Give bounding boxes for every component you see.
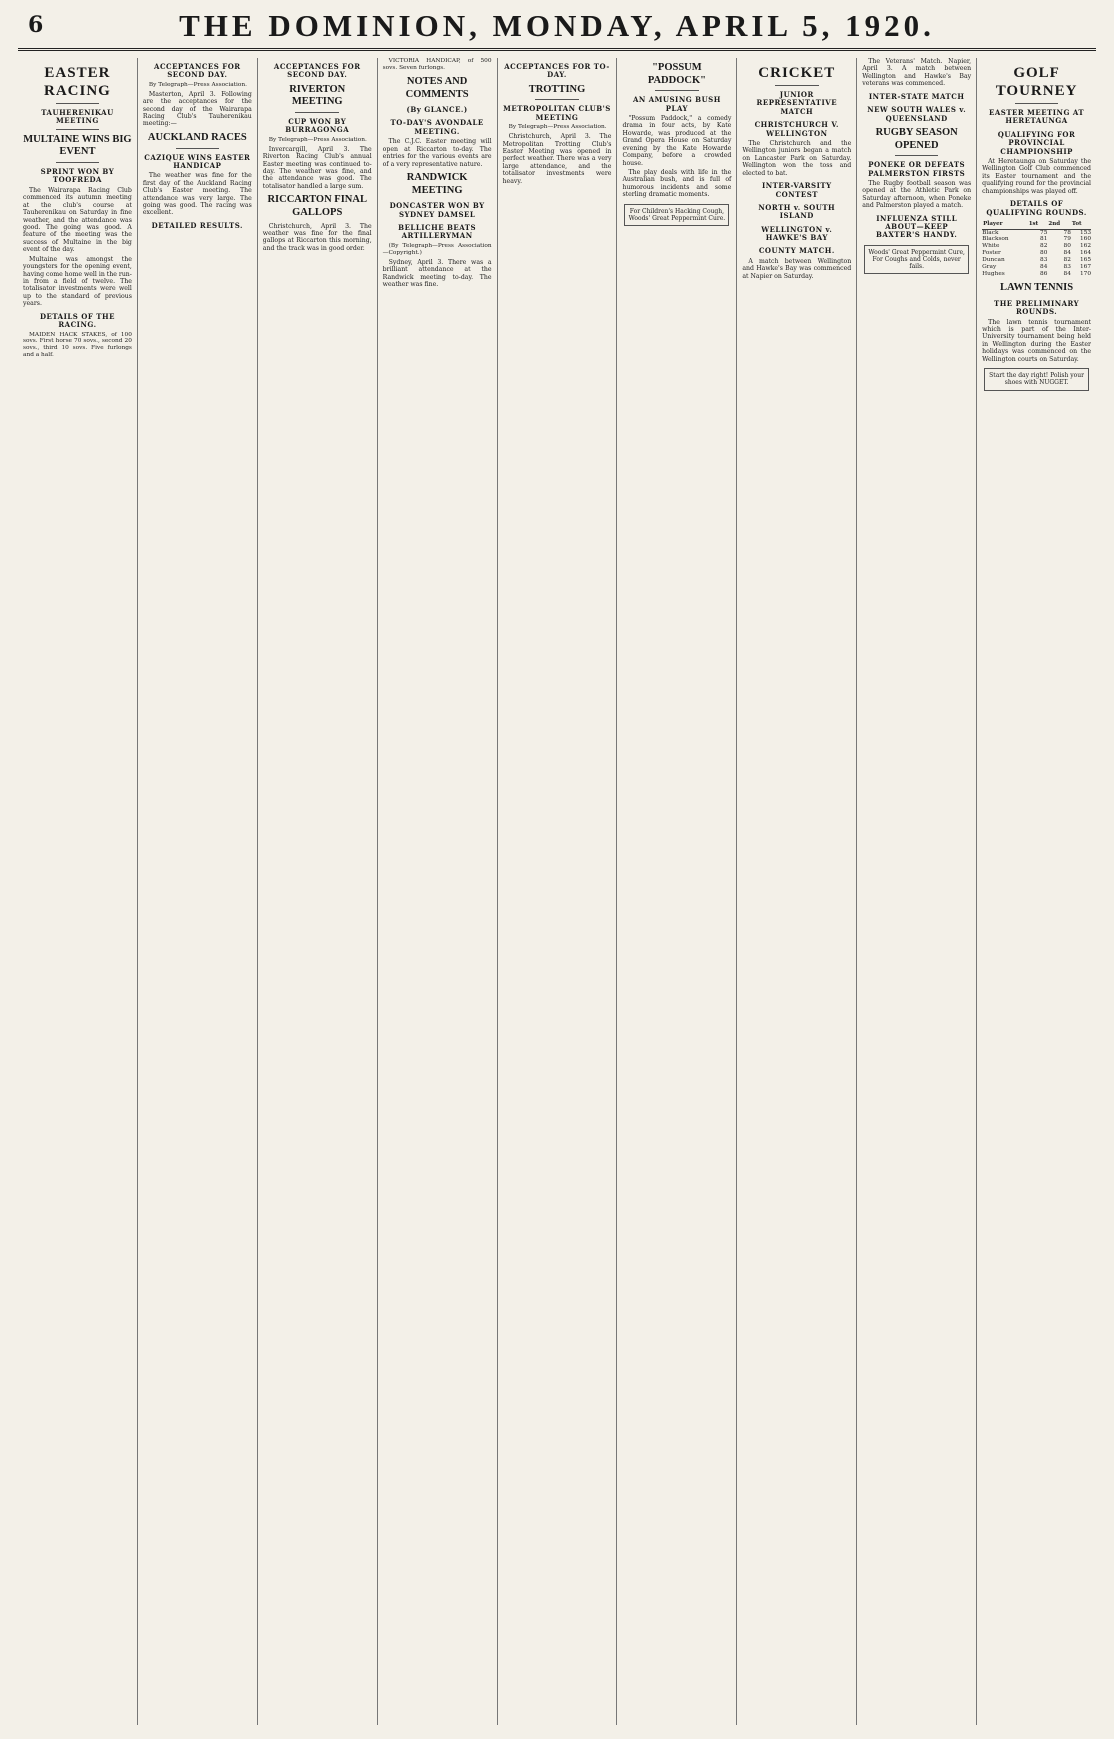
table-cell: Duncan bbox=[982, 257, 1005, 264]
table-cell: 83 bbox=[1040, 257, 1048, 264]
table-row bbox=[982, 250, 1091, 257]
headline-randwick: RANDWICK MEETING bbox=[406, 172, 468, 196]
table-cell: 162 bbox=[1079, 243, 1092, 250]
section-heading: WELLINGTON v. HAWKE'S BAY bbox=[761, 224, 833, 243]
table-cell: 80 bbox=[1063, 243, 1071, 250]
article-paragraph: MAIDEN HACK STAKES, of 100 sovs. First horse 70 sovs., second 20 sovs., third 10 sovs. Five furlongs and a half. bbox=[23, 331, 132, 359]
table-row bbox=[982, 264, 1091, 271]
divider bbox=[176, 148, 220, 149]
subhead: SPRINT WON BY TOOFREDA bbox=[40, 166, 115, 185]
divider bbox=[535, 99, 579, 100]
table-cell: Hughes bbox=[982, 271, 1005, 278]
table-cell: 160 bbox=[1079, 236, 1092, 243]
table-header: 1st bbox=[1028, 220, 1048, 229]
subhead: NORTH v. SOUTH ISLAND bbox=[758, 202, 836, 221]
headline-rugby: RUGBY SEASON OPENED bbox=[875, 126, 958, 151]
subhead: JUNIOR REPRESENTATIVE MATCH bbox=[756, 90, 838, 116]
article-paragraph: Invercargill, April 3. The Riverton Racing Club's annual Easter meeting was continued to-day. The weather was fine, and the attendance was good. The totalisator handled a large sum. bbox=[262, 145, 372, 190]
article-paragraph: The Veterans' Match. Napier, April 3. A match between Wellington and Hawke's Bay veterans was commenced. bbox=[862, 58, 972, 88]
article-paragraph: Christchurch, April 3. The weather was fine for the final gallops at Riccarton this morning, and the track was in good order. bbox=[262, 222, 372, 252]
table-row bbox=[982, 243, 1091, 250]
table-cell: 83 bbox=[1063, 264, 1071, 271]
article-paragraph: Masterton, April 3. Following are the acceptances for the second day of the Wairarapa Racing Club's Tauherenikau meeting:— bbox=[142, 90, 252, 128]
divider bbox=[56, 162, 100, 163]
table-header: 2nd bbox=[1047, 220, 1071, 229]
section-heading: INFLUENZA STILL ABOUT—KEEP BAXTER'S HANDY. bbox=[876, 213, 958, 240]
table-cell: 167 bbox=[1079, 264, 1092, 271]
section-heading: DETAILED RESULTS. bbox=[151, 220, 243, 230]
section-heading: ACCEPTANCES FOR TO-DAY. bbox=[504, 62, 610, 80]
section-heading: ACCEPTANCES FOR SECOND DAY. bbox=[273, 62, 361, 80]
headline-possum-paddock: "POSSUM PADDOCK" bbox=[647, 62, 706, 86]
subhead: COUNTY MATCH. bbox=[758, 246, 835, 256]
article-paragraph: The lawn tennis tournament which is part of the Inter-University tournament being held in Wellington during the Easter holidays was commenced on the Wellington courts on Saturday. bbox=[982, 318, 1092, 363]
advertisement: Woods' Great Peppermint Cure, For Coughs and Colds, never fails. bbox=[864, 245, 969, 275]
headline-easter-racing: EASTER RACING bbox=[44, 65, 111, 99]
subhead: PONEKE OR DEFEATS PALMERSTON FIRSTS bbox=[868, 160, 966, 178]
table-cell: 86 bbox=[1040, 271, 1048, 278]
subhead: TAUHERENIKAU MEETING bbox=[41, 108, 114, 126]
section-heading: DETAILS OF THE RACING. bbox=[39, 311, 115, 330]
table-cell: Foster bbox=[982, 250, 1001, 257]
subhead: MULTAINE WINS BIG EVENT bbox=[23, 133, 132, 158]
section-heading: INTER-VARSITY CONTEST bbox=[761, 181, 832, 199]
table-row bbox=[982, 236, 1091, 243]
article-paragraph: A match between Wellington and Hawke's Bay was commenced at Napier on Saturday. bbox=[742, 257, 852, 280]
divider bbox=[655, 90, 699, 91]
byline: (By Telegraph—Press Association—Copyright.) bbox=[382, 242, 492, 256]
newspaper-title: THE DOMINION, MONDAY, APRIL 5, 1920. bbox=[179, 8, 935, 43]
column-7 bbox=[737, 58, 857, 1725]
table-cell: 80 bbox=[1040, 250, 1048, 257]
article-paragraph: Christchurch, April 3. The Metropolitan Trotting Club's Easter Meeting was opened in perfect weather. There was a very large attendance, and the totalisator investments were heavy. bbox=[502, 133, 612, 185]
table-cell: White bbox=[982, 243, 1000, 250]
byline: By Telegraph—Press Association. bbox=[148, 81, 247, 88]
table-cell: 82 bbox=[1040, 243, 1048, 250]
subhead: EASTER MEETING AT HERETAUNGA bbox=[989, 108, 1085, 126]
headline-notes: NOTES AND COMMENTS bbox=[405, 75, 469, 100]
table-cell: 84 bbox=[1063, 250, 1071, 257]
table-header: Player bbox=[982, 220, 1028, 229]
column-6 bbox=[617, 58, 737, 1725]
subhead: BELLICHE BEATS ARTILLERYMAN bbox=[398, 222, 477, 241]
table-cell: Gray bbox=[982, 264, 997, 271]
advertisement: Start the day right! Polish your shoes with NUGGET. bbox=[984, 368, 1089, 390]
article-paragraph: The play deals with life in the Australian bush, and is full of humorous incidents and some sterling dramatic moments. bbox=[622, 169, 732, 199]
subhead: QUALIFYING FOR PROVINCIAL CHAMPIONSHIP bbox=[997, 129, 1076, 156]
article-paragraph: The Christchurch and the Wellington juniors began a match on Lancaster Park on Saturday. Wellington won the toss and elected to bat. bbox=[742, 139, 852, 177]
table-header: Tot bbox=[1071, 220, 1091, 229]
column-9 bbox=[977, 58, 1096, 1725]
divider bbox=[1015, 103, 1059, 104]
advertisement: For Children's Hacking Cough, Woods' Great Peppermint Cure. bbox=[624, 204, 729, 226]
section-heading: DETAILS OF QUALIFYING ROUNDS. bbox=[986, 199, 1087, 217]
table-row bbox=[982, 257, 1091, 264]
table-cell: 78 bbox=[1063, 229, 1071, 236]
table-cell: 84 bbox=[1040, 264, 1048, 271]
table-cell: 153 bbox=[1079, 229, 1092, 236]
headline-golf: GOLF TOURNEY bbox=[995, 65, 1078, 99]
headline-trotting: TROTTING bbox=[528, 83, 586, 95]
masthead bbox=[18, 6, 1096, 51]
table-cell: 164 bbox=[1079, 250, 1092, 257]
table-cell: Black bbox=[982, 229, 999, 236]
divider bbox=[56, 103, 100, 104]
table-cell: 79 bbox=[1063, 236, 1071, 243]
column-3 bbox=[258, 58, 378, 1725]
article-paragraph: At Heretaunga on Saturday the Wellington Golf Club commenced its Easter tournament and the qualifying round for the provincial championships was played off. bbox=[982, 157, 1092, 195]
headline-riverton: RIVERTON MEETING bbox=[289, 83, 346, 108]
table-cell: 75 bbox=[1040, 229, 1048, 236]
article-paragraph: Sydney, April 3. There was a brilliant attendance at the Randwick meeting to-day. The weather was fine. bbox=[382, 258, 492, 288]
table-cell: 170 bbox=[1079, 271, 1092, 278]
page-number: 6 bbox=[28, 12, 44, 38]
table-cell: 82 bbox=[1063, 257, 1071, 264]
table-row bbox=[982, 271, 1091, 278]
subhead: NEW SOUTH WALES v. QUEENSLAND bbox=[867, 105, 967, 123]
divider bbox=[56, 129, 100, 130]
column-2 bbox=[138, 58, 258, 1725]
byline: By Telegraph—Press Association. bbox=[268, 136, 367, 143]
column-4 bbox=[378, 58, 498, 1725]
subhead: AN AMUSING BUSH PLAY bbox=[632, 95, 721, 113]
article-paragraph: The Wairarapa Racing Club commenced its autumn meeting at the club's course at Tauherenikau on Saturday in fine weather, and the attendance was good. The going was good. A feature of the meeting was the success of Multaine in the big event of the day. bbox=[23, 186, 132, 254]
divider bbox=[295, 112, 339, 113]
subhead: DONCASTER WON BY SYDNEY DAMSEL bbox=[389, 201, 485, 219]
article-paragraph: The weather was fine for the first day of the Auckland Racing Club's Easter meeting. The attendance was very large. The going was good. The racing was excellent. bbox=[142, 172, 252, 217]
headline-auckland-races: AUCKLAND RACES bbox=[147, 131, 247, 143]
section-heading: ACCEPTANCES FOR SECOND DAY. bbox=[154, 62, 241, 80]
column-5 bbox=[498, 58, 618, 1725]
table-cell: 81 bbox=[1040, 236, 1048, 243]
subhead: THE PRELIMINARY ROUNDS. bbox=[993, 298, 1080, 317]
table-row bbox=[982, 229, 1091, 236]
divider bbox=[775, 85, 819, 86]
headline-cricket: CRICKET bbox=[758, 65, 836, 81]
byline: By Telegraph—Press Association. bbox=[508, 124, 607, 131]
table-cell: 165 bbox=[1079, 257, 1092, 264]
subhead: CHRISTCHURCH V. WELLINGTON bbox=[754, 120, 839, 138]
article-paragraph: Multaine was amongst the youngsters for the opening event, having come home well in the run-in from a field of twelve. The totalisator investments were well up to the standard of previous years. bbox=[23, 255, 132, 308]
headline-lawn-tennis: LAWN TENNIS bbox=[1000, 282, 1074, 294]
table-cell: 84 bbox=[1063, 271, 1071, 278]
column-8 bbox=[857, 58, 977, 1725]
subhead: METROPOLITAN CLUB'S MEETING bbox=[503, 104, 611, 122]
article-paragraph: The Rugby football season was opened at the Athletic Park on Saturday afternoon, when Poneke and Palmerston played a match. bbox=[862, 179, 972, 210]
byline: (By GLANCE.) bbox=[406, 105, 468, 115]
table-cell: Blackson bbox=[982, 236, 1009, 243]
columns bbox=[18, 58, 1096, 1725]
qualifying-table bbox=[982, 220, 1091, 278]
article-paragraph: "Possum Paddock," a comedy drama in four acts, by Kate Howarde, was produced at the Grand Opera House on Saturday evening by the Kate Howarde Company, before a crowded house. bbox=[622, 114, 732, 167]
article-paragraph: VICTORIA HANDICAP, of 500 sovs. Seven furlongs. bbox=[382, 58, 492, 71]
subhead: TO-DAY'S AVONDALE MEETING. bbox=[390, 118, 484, 136]
section-heading: INTER-STATE MATCH bbox=[868, 91, 965, 101]
divider bbox=[895, 155, 939, 156]
column-1 bbox=[18, 58, 138, 1725]
article-paragraph: The C.J.C. Easter meeting will open at Riccarton to-day. The entries for the various events are of a very representative nature. bbox=[382, 138, 492, 168]
subhead: CAZIQUE WINS EASTER HANDICAP bbox=[144, 152, 251, 170]
table-header-row bbox=[982, 220, 1091, 229]
headline-riccarton: RICCARTON FINAL GALLOPS bbox=[267, 194, 367, 218]
subhead: CUP WON BY BURRAGONGA bbox=[285, 116, 350, 135]
